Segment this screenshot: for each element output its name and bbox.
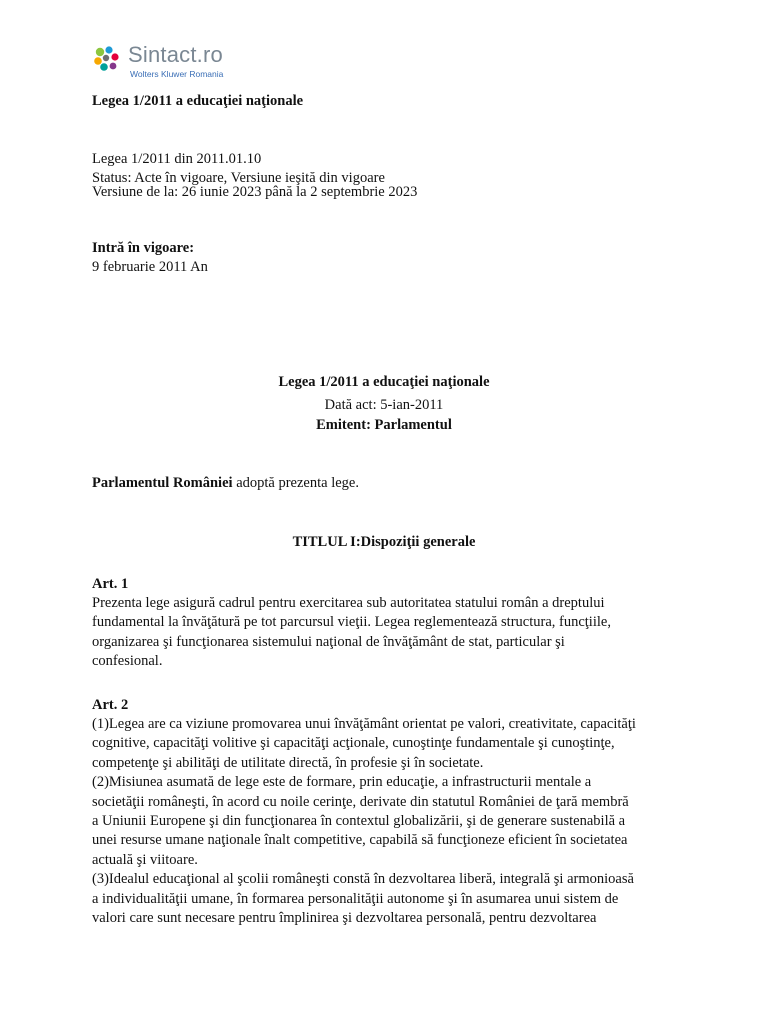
document-title: Legea 1/2011 a educaţiei naţionale: [92, 93, 304, 109]
article-2-line: (1)Legea are ca viziune promovarea unui învăţământ orientat pe valori, creativitate, capacităţi: [92, 716, 636, 732]
meta-law-date: Legea 1/2011 din 2011.01.10: [92, 151, 262, 167]
article-1-heading: Art. 1: [92, 576, 129, 592]
meta-version: Versiune de la: 26 iunie 2023 până la 2 septembrie 2023: [92, 184, 418, 200]
preamble-text: adoptă prezenta lege.: [232, 475, 359, 491]
article-1-body: [92, 594, 692, 672]
sintact-globe-icon: [92, 44, 120, 72]
article-2-line: competenţe şi abilităţi de utilitate directă, în profesie şi în societate.: [92, 754, 484, 771]
article-2-line: (3)Idealul educaţional al şcolii româneşti constă în dezvoltarea liberă, integrală şi armonioasă: [92, 871, 634, 888]
article-2-line: valori care sunt necesare pentru împlinirea şi dezvoltarea personală, pentru dezvoltarea: [92, 910, 597, 927]
article-2-line: (2)Misiunea asumată de lege este de formare, prin educaţie, a infrastructurii mentale a: [92, 774, 592, 791]
article-2-line: societăţii româneşti, în acord cu noile cerinţe, derivate din statutul României de ţară membră: [92, 793, 629, 810]
act-date: Dată act: 5-ian-2011: [324, 397, 444, 413]
article-1-line: organizarea şi funcţionarea sistemului naţional de învăţământ de stat, particular şi: [92, 633, 565, 650]
law-heading: Legea 1/2011 a educaţiei naţionale: [278, 374, 490, 390]
meta-status: Status: Acte în vigoare, Versiune ieşită din vigoare: [92, 170, 385, 186]
brand-name: Sintact.ro: [128, 42, 223, 67]
preamble-parliament: Parlamentul României: [92, 475, 233, 491]
article-2-line: a individualităţii umane, în formarea personalităţii autonome şi în asumarea unui sistem de: [92, 890, 619, 907]
title-section-heading: TITLUL I:Dispoziţii generale: [292, 534, 476, 550]
article-2-line: unei resurse umane naţionale înalt competitive, capabilă să funcţioneze eficient în societatea: [92, 832, 628, 849]
article-2-line: cognitive, capacităţi volitive şi capacităţi acţionale, cunoştinţe fundamentale şi cunoştinţe,: [92, 735, 615, 752]
emitent: Emitent: Parlamentul: [316, 417, 452, 433]
preamble: [92, 474, 359, 493]
article-1-line: confesional.: [92, 653, 163, 670]
effective-date: 9 februarie 2011 An: [92, 259, 208, 275]
article-2-body: [92, 715, 692, 928]
article-2-line: actuală şi viitoare.: [92, 851, 198, 868]
article-2-line: a Uniunii Europene şi din funcţionarea în contextul globalizării, şi de generare sustenabilă a: [92, 813, 626, 830]
article-1-line: fundamental la învăţătură pe tot parcursul vieţii. Legea reglementează structura, funcţiile,: [92, 614, 611, 631]
article-2-heading: Art. 2: [92, 697, 129, 713]
brand-tagline: Wolters Kluwer Romania: [130, 69, 224, 79]
effective-label: Intră în vigoare:: [92, 240, 195, 256]
sintact-logo: [92, 42, 292, 82]
article-1-line: Prezenta lege asigură cadrul pentru exercitarea sub autoritatea statului român a dreptului: [92, 595, 605, 611]
